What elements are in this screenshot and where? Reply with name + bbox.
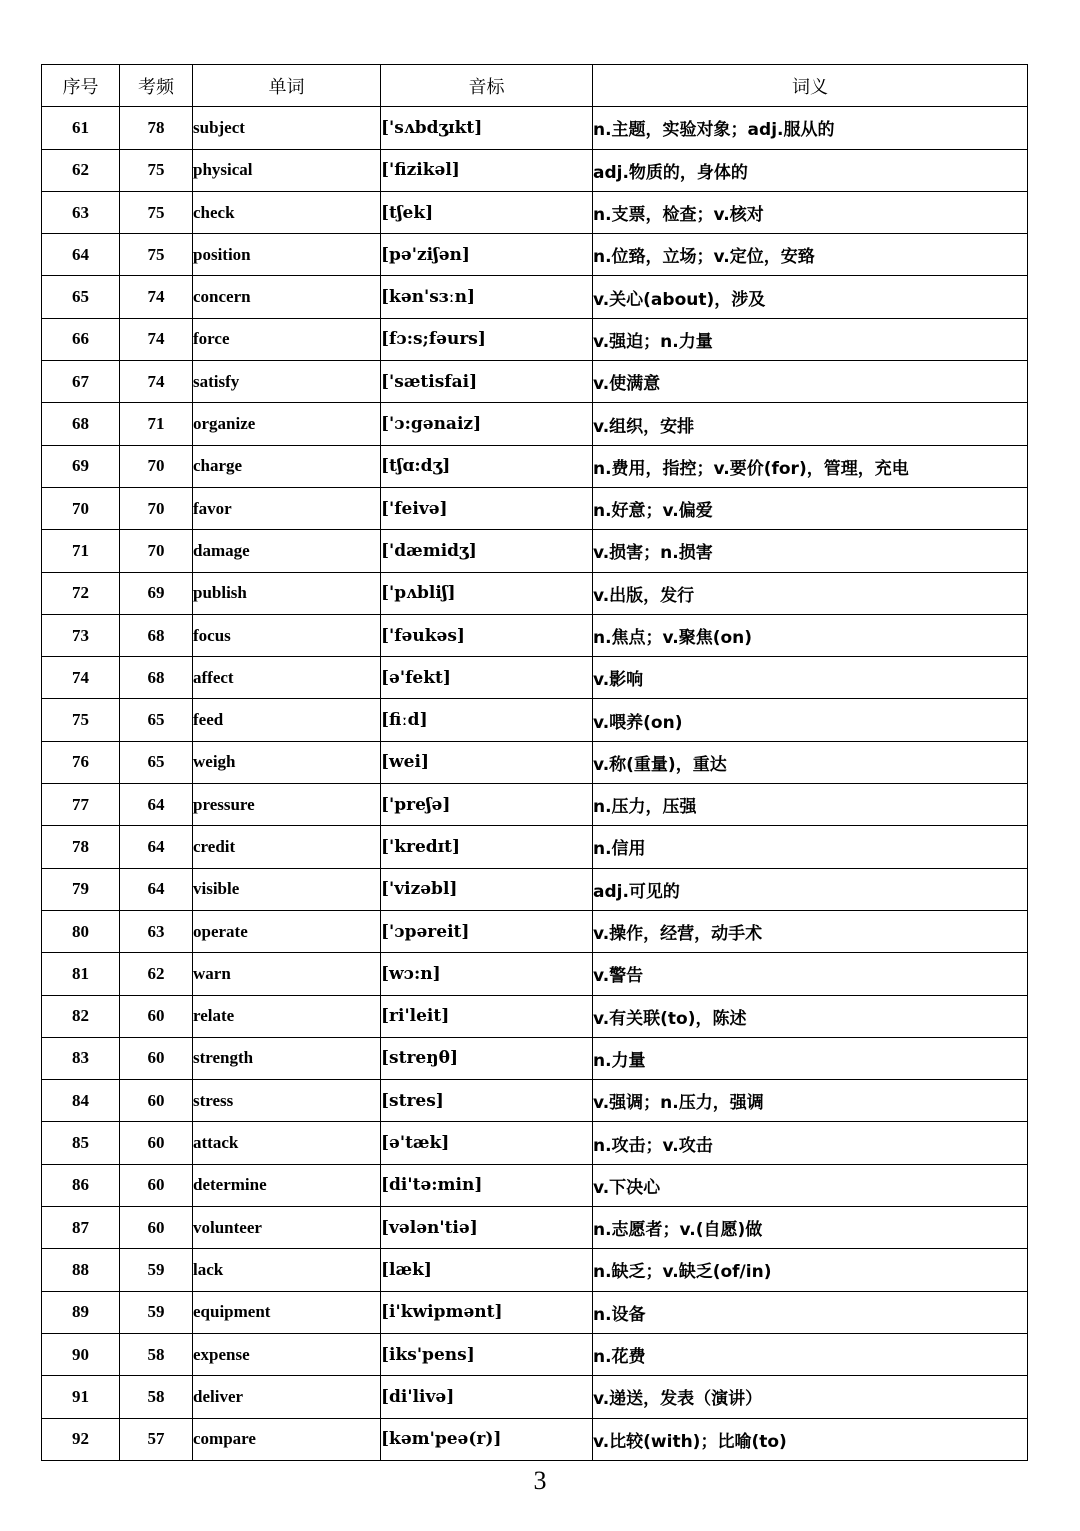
cell-frequency: 64 bbox=[120, 826, 193, 868]
cell-phonetic: [di'tə:min] bbox=[381, 1164, 593, 1206]
cell-word: weigh bbox=[193, 741, 381, 783]
cell-meaning: n.费用，指控；v.要价(for)，管理，充电 bbox=[593, 445, 1028, 487]
cell-frequency: 60 bbox=[120, 1164, 193, 1206]
cell-word: deliver bbox=[193, 1376, 381, 1418]
cell-frequency: 58 bbox=[120, 1333, 193, 1375]
cell-phonetic: [ə'fekt] bbox=[381, 657, 593, 699]
cell-word: feed bbox=[193, 699, 381, 741]
cell-frequency: 60 bbox=[120, 1080, 193, 1122]
cell-phonetic: ['dæmidʒ] bbox=[381, 530, 593, 572]
cell-meaning: n.主题，实验对象；adj.服从的 bbox=[593, 107, 1028, 149]
cell-word: equipment bbox=[193, 1291, 381, 1333]
cell-phonetic: [fɔ:s;fəurs] bbox=[381, 318, 593, 360]
cell-index: 61 bbox=[42, 107, 120, 149]
cell-meaning: v.有关联(to)，陈述 bbox=[593, 995, 1028, 1037]
header-frequency: 考频 bbox=[120, 65, 193, 107]
cell-meaning: v.组织，安排 bbox=[593, 403, 1028, 445]
cell-word: volunteer bbox=[193, 1207, 381, 1249]
cell-index: 84 bbox=[42, 1080, 120, 1122]
cell-word: physical bbox=[193, 149, 381, 191]
cell-index: 87 bbox=[42, 1207, 120, 1249]
table-row bbox=[42, 995, 1028, 1037]
cell-phonetic: [wɔ:n] bbox=[381, 953, 593, 995]
cell-index: 67 bbox=[42, 361, 120, 403]
cell-index: 70 bbox=[42, 487, 120, 529]
cell-frequency: 64 bbox=[120, 868, 193, 910]
cell-meaning: n.志愿者；v.(自愿)做 bbox=[593, 1207, 1028, 1249]
cell-frequency: 75 bbox=[120, 191, 193, 233]
cell-phonetic: ['sætisfai] bbox=[381, 361, 593, 403]
table-row bbox=[42, 826, 1028, 868]
cell-index: 65 bbox=[42, 276, 120, 318]
cell-index: 74 bbox=[42, 657, 120, 699]
cell-phonetic: [fiːd] bbox=[381, 699, 593, 741]
cell-index: 89 bbox=[42, 1291, 120, 1333]
cell-frequency: 69 bbox=[120, 572, 193, 614]
table-row bbox=[42, 910, 1028, 952]
cell-word: concern bbox=[193, 276, 381, 318]
cell-frequency: 75 bbox=[120, 149, 193, 191]
cell-meaning: adj.可见的 bbox=[593, 868, 1028, 910]
cell-word: operate bbox=[193, 910, 381, 952]
table-row bbox=[42, 741, 1028, 783]
table-row bbox=[42, 868, 1028, 910]
table-row bbox=[42, 276, 1028, 318]
cell-frequency: 60 bbox=[120, 1037, 193, 1079]
cell-phonetic: ['sʌbdʒɪkt] bbox=[381, 107, 593, 149]
cell-index: 81 bbox=[42, 953, 120, 995]
cell-frequency: 74 bbox=[120, 318, 193, 360]
cell-word: position bbox=[193, 234, 381, 276]
cell-meaning: v.称(重量)，重达 bbox=[593, 741, 1028, 783]
cell-frequency: 68 bbox=[120, 614, 193, 656]
cell-meaning: v.出版，发行 bbox=[593, 572, 1028, 614]
table-row bbox=[42, 614, 1028, 656]
table-row bbox=[42, 530, 1028, 572]
table-header-row bbox=[42, 65, 1028, 107]
cell-phonetic: ['feivə] bbox=[381, 487, 593, 529]
cell-phonetic: [pə'ziʃən] bbox=[381, 234, 593, 276]
cell-meaning: v.下决心 bbox=[593, 1164, 1028, 1206]
table-row bbox=[42, 149, 1028, 191]
cell-meaning: v.操作，经营，动手术 bbox=[593, 910, 1028, 952]
cell-index: 73 bbox=[42, 614, 120, 656]
table-row bbox=[42, 361, 1028, 403]
cell-meaning: n.攻击；v.攻击 bbox=[593, 1122, 1028, 1164]
cell-phonetic: [tʃɑ:dʒ] bbox=[381, 445, 593, 487]
cell-index: 63 bbox=[42, 191, 120, 233]
cell-word: pressure bbox=[193, 784, 381, 826]
cell-index: 62 bbox=[42, 149, 120, 191]
table-row bbox=[42, 1080, 1028, 1122]
cell-phonetic: [di'livə] bbox=[381, 1376, 593, 1418]
table-row bbox=[42, 318, 1028, 360]
cell-word: charge bbox=[193, 445, 381, 487]
cell-word: determine bbox=[193, 1164, 381, 1206]
cell-phonetic: [iks'pens] bbox=[381, 1333, 593, 1375]
cell-meaning: v.使满意 bbox=[593, 361, 1028, 403]
cell-phonetic: ['vizəbl] bbox=[381, 868, 593, 910]
cell-index: 75 bbox=[42, 699, 120, 741]
cell-meaning: n.力量 bbox=[593, 1037, 1028, 1079]
cell-phonetic: ['ɔ:gənaiz] bbox=[381, 403, 593, 445]
cell-meaning: v.影响 bbox=[593, 657, 1028, 699]
cell-meaning: v.比较(with)；比喻(to) bbox=[593, 1418, 1028, 1460]
cell-frequency: 60 bbox=[120, 1122, 193, 1164]
vocabulary-table bbox=[41, 64, 1028, 1461]
table-row bbox=[42, 699, 1028, 741]
cell-frequency: 70 bbox=[120, 487, 193, 529]
cell-word: relate bbox=[193, 995, 381, 1037]
cell-index: 83 bbox=[42, 1037, 120, 1079]
cell-word: stress bbox=[193, 1080, 381, 1122]
cell-frequency: 74 bbox=[120, 276, 193, 318]
cell-index: 71 bbox=[42, 530, 120, 572]
cell-frequency: 64 bbox=[120, 784, 193, 826]
cell-phonetic: [ə'tæk] bbox=[381, 1122, 593, 1164]
cell-frequency: 57 bbox=[120, 1418, 193, 1460]
table-row bbox=[42, 572, 1028, 614]
cell-word: organize bbox=[193, 403, 381, 445]
cell-frequency: 70 bbox=[120, 530, 193, 572]
cell-frequency: 78 bbox=[120, 107, 193, 149]
header-index: 序号 bbox=[42, 65, 120, 107]
cell-meaning: v.强调；n.压力，强调 bbox=[593, 1080, 1028, 1122]
cell-frequency: 65 bbox=[120, 741, 193, 783]
table-row bbox=[42, 1291, 1028, 1333]
table-row bbox=[42, 657, 1028, 699]
cell-phonetic: ['kredɪt] bbox=[381, 826, 593, 868]
cell-frequency: 70 bbox=[120, 445, 193, 487]
cell-meaning: n.缺乏；v.缺乏(of/in) bbox=[593, 1249, 1028, 1291]
cell-word: attack bbox=[193, 1122, 381, 1164]
cell-frequency: 68 bbox=[120, 657, 193, 699]
table-row bbox=[42, 1164, 1028, 1206]
table-row bbox=[42, 403, 1028, 445]
cell-phonetic: ['ɔpəreit] bbox=[381, 910, 593, 952]
cell-word: expense bbox=[193, 1333, 381, 1375]
table-row bbox=[42, 784, 1028, 826]
cell-index: 91 bbox=[42, 1376, 120, 1418]
cell-meaning: n.设备 bbox=[593, 1291, 1028, 1333]
cell-phonetic: [i'kwipmənt] bbox=[381, 1291, 593, 1333]
table-row bbox=[42, 191, 1028, 233]
cell-index: 92 bbox=[42, 1418, 120, 1460]
cell-word: credit bbox=[193, 826, 381, 868]
table-row bbox=[42, 234, 1028, 276]
cell-meaning: v.递送，发表（演讲） bbox=[593, 1376, 1028, 1418]
cell-phonetic: [vələn'tiə] bbox=[381, 1207, 593, 1249]
cell-word: visible bbox=[193, 868, 381, 910]
cell-frequency: 71 bbox=[120, 403, 193, 445]
cell-word: favor bbox=[193, 487, 381, 529]
cell-frequency: 60 bbox=[120, 1207, 193, 1249]
cell-phonetic: ['fəukəs] bbox=[381, 614, 593, 656]
cell-word: affect bbox=[193, 657, 381, 699]
cell-phonetic: [tʃek] bbox=[381, 191, 593, 233]
table-row bbox=[42, 1333, 1028, 1375]
cell-word: publish bbox=[193, 572, 381, 614]
cell-phonetic: [læk] bbox=[381, 1249, 593, 1291]
table-row bbox=[42, 953, 1028, 995]
cell-index: 64 bbox=[42, 234, 120, 276]
table-row bbox=[42, 487, 1028, 529]
table-row bbox=[42, 1249, 1028, 1291]
cell-index: 76 bbox=[42, 741, 120, 783]
cell-index: 79 bbox=[42, 868, 120, 910]
cell-index: 90 bbox=[42, 1333, 120, 1375]
header-meaning: 词义 bbox=[593, 65, 1028, 107]
cell-frequency: 58 bbox=[120, 1376, 193, 1418]
cell-meaning: v.警告 bbox=[593, 953, 1028, 995]
cell-meaning: n.位臵，立场；v.定位，安臵 bbox=[593, 234, 1028, 276]
cell-meaning: n.好意；v.偏爱 bbox=[593, 487, 1028, 529]
cell-meaning: v.喂养(on) bbox=[593, 699, 1028, 741]
table-row bbox=[42, 1418, 1028, 1460]
cell-index: 85 bbox=[42, 1122, 120, 1164]
header-phonetic: 音标 bbox=[381, 65, 593, 107]
cell-phonetic: [stres] bbox=[381, 1080, 593, 1122]
table-row bbox=[42, 107, 1028, 149]
cell-frequency: 62 bbox=[120, 953, 193, 995]
cell-index: 82 bbox=[42, 995, 120, 1037]
cell-meaning: v.关心(about)，涉及 bbox=[593, 276, 1028, 318]
cell-frequency: 75 bbox=[120, 234, 193, 276]
cell-word: check bbox=[193, 191, 381, 233]
table-body bbox=[42, 107, 1028, 1461]
cell-phonetic: [ri'leit] bbox=[381, 995, 593, 1037]
page-number: 3 bbox=[533, 1466, 547, 1495]
cell-index: 80 bbox=[42, 910, 120, 952]
cell-index: 72 bbox=[42, 572, 120, 614]
cell-frequency: 74 bbox=[120, 361, 193, 403]
table-row bbox=[42, 1037, 1028, 1079]
cell-index: 88 bbox=[42, 1249, 120, 1291]
cell-phonetic: ['pʌbliʃ] bbox=[381, 572, 593, 614]
cell-phonetic: [streŋθ] bbox=[381, 1037, 593, 1079]
cell-index: 68 bbox=[42, 403, 120, 445]
cell-frequency: 59 bbox=[120, 1291, 193, 1333]
cell-word: damage bbox=[193, 530, 381, 572]
cell-meaning: n.焦点；v.聚焦(on) bbox=[593, 614, 1028, 656]
cell-meaning: n.花费 bbox=[593, 1333, 1028, 1375]
cell-index: 66 bbox=[42, 318, 120, 360]
cell-phonetic: [kəm'peə(r)] bbox=[381, 1418, 593, 1460]
table-row bbox=[42, 445, 1028, 487]
cell-phonetic: [wei] bbox=[381, 741, 593, 783]
cell-frequency: 65 bbox=[120, 699, 193, 741]
table-row bbox=[42, 1122, 1028, 1164]
cell-word: compare bbox=[193, 1418, 381, 1460]
cell-word: focus bbox=[193, 614, 381, 656]
cell-meaning: v.损害；n.损害 bbox=[593, 530, 1028, 572]
cell-index: 86 bbox=[42, 1164, 120, 1206]
header-word: 单词 bbox=[193, 65, 381, 107]
cell-phonetic: ['preʃə] bbox=[381, 784, 593, 826]
cell-meaning: adj.物质的，身体的 bbox=[593, 149, 1028, 191]
cell-index: 77 bbox=[42, 784, 120, 826]
cell-frequency: 60 bbox=[120, 995, 193, 1037]
cell-index: 78 bbox=[42, 826, 120, 868]
cell-frequency: 63 bbox=[120, 910, 193, 952]
cell-word: force bbox=[193, 318, 381, 360]
cell-index: 69 bbox=[42, 445, 120, 487]
cell-word: warn bbox=[193, 953, 381, 995]
cell-phonetic: ['fizikəl] bbox=[381, 149, 593, 191]
cell-phonetic: [kən'sɜːn] bbox=[381, 276, 593, 318]
table-row bbox=[42, 1207, 1028, 1249]
cell-word: strength bbox=[193, 1037, 381, 1079]
cell-word: subject bbox=[193, 107, 381, 149]
cell-frequency: 59 bbox=[120, 1249, 193, 1291]
cell-meaning: n.支票，检查；v.核对 bbox=[593, 191, 1028, 233]
cell-meaning: n.信用 bbox=[593, 826, 1028, 868]
cell-meaning: v.强迫；n.力量 bbox=[593, 318, 1028, 360]
cell-meaning: n.压力，压强 bbox=[593, 784, 1028, 826]
table-row bbox=[42, 1376, 1028, 1418]
cell-word: satisfy bbox=[193, 361, 381, 403]
cell-word: lack bbox=[193, 1249, 381, 1291]
